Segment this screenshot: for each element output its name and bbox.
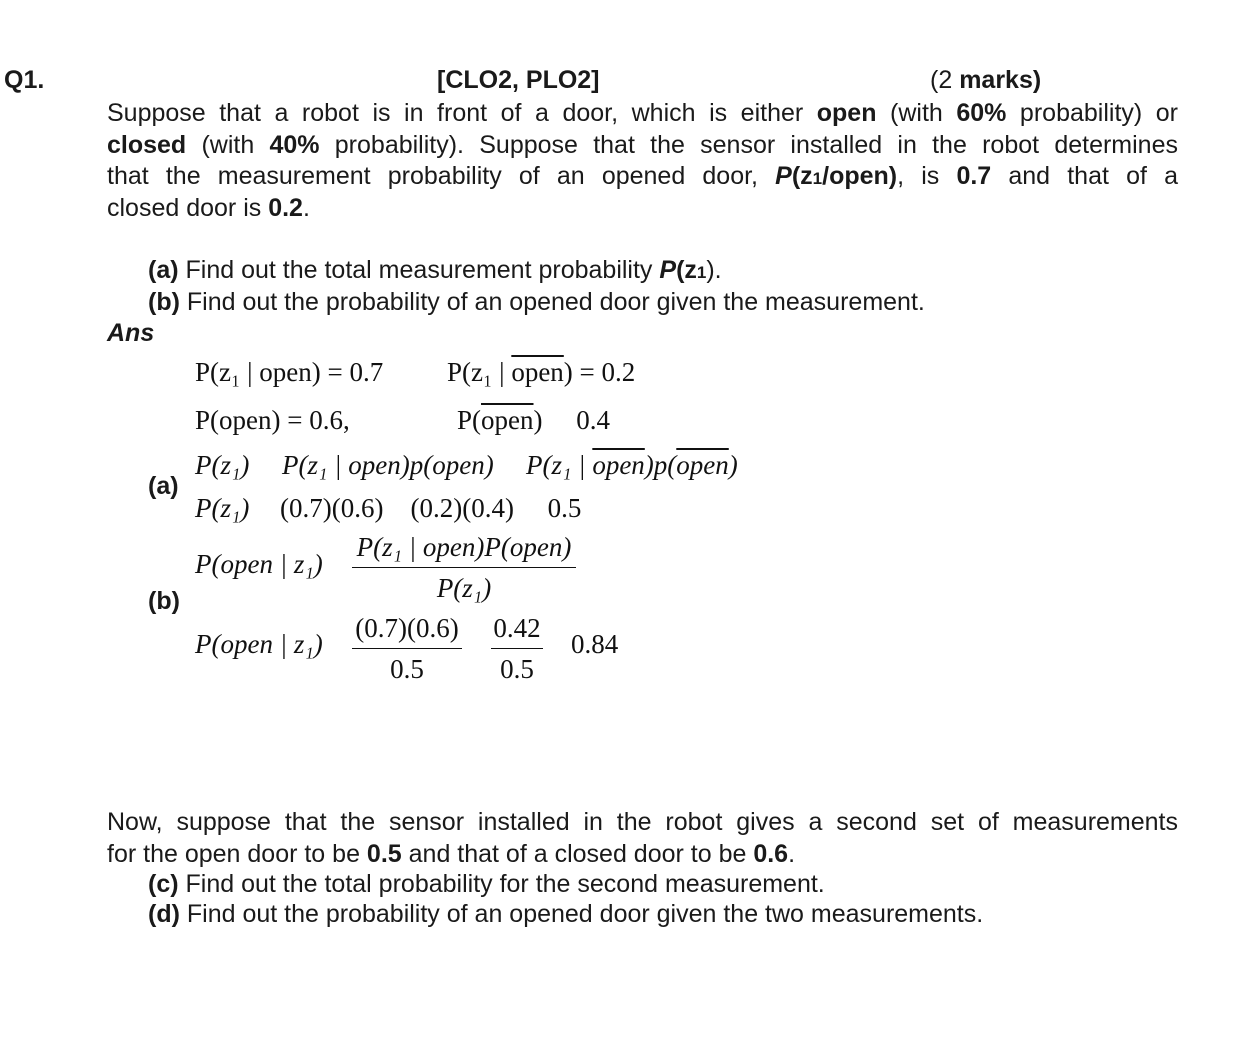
second-paragraph [107,807,1178,870]
intro-paragraph [107,98,1178,224]
eq1-right: P(z₁ | open) = 0.2 [447,357,636,387]
eq6-fraction-2 [491,613,543,685]
question-b: (b) Find out the probability of an opened door given the measurement. [148,288,925,316]
second-line-1: Now, suppose that the sensor installed in the robot gives a second set of measurements [107,808,1178,836]
eq1-left: P(z₁ | open) = 0.7 [195,357,384,387]
fraction-bar [491,648,543,649]
eq6-fraction-1 [352,613,462,685]
eq6-numerator-1: (0.7)(0.6) [355,613,459,643]
fraction-bar [352,567,576,568]
eq6-result: 0.84 [571,629,619,659]
eq5-lhs: P(open | z₁) [195,549,323,579]
intro-line-1: Suppose that a robot is in front of a door, which is either open (with 60% probability) or [107,99,1178,127]
eq6-lhs: P(open | z₁) [195,629,323,659]
marks-bold: marks) [959,66,1042,94]
intro-line-3: that the measurement probability of an opened door, P(z1/open), is 0.7 and that of a [107,162,1178,190]
second-line-2: for the open door to be 0.5 and that of a closed door to be 0.6. [107,839,796,868]
eq4-lhs: P(z₁) [195,493,250,523]
eq3-term1: P(z₁ | open)p(open) [282,450,494,480]
ans-label: Ans [107,319,155,347]
question-a: (a) Find out the total measurement probability P(z1). [148,256,722,284]
eq5-numerator: P(z₁ | open)P(open) [356,532,572,562]
marks-open: (2 [930,66,960,94]
part-a-label: (a) [148,472,179,500]
eq2-left: P(open) = 0.6, [195,405,350,435]
question-d: (d) Find out the probability of an opened door given the two measurements. [148,900,984,928]
eq6-denominator-2: 0.5 [500,654,534,684]
intro-line-2: closed (with 40% probability). Suppose that the sensor installed in the robot determines [107,130,1178,159]
eq3-lhs: P(z₁) [195,450,250,480]
clo-plo-label: [CLO2, PLO2] [437,66,600,94]
question-c: (c) Find out the total probability for the second measurement. [148,870,825,898]
eq4-rhs: (0.7)(0.6) (0.2)(0.4) 0.5 [280,493,582,523]
eq2-right: P(open) 0.4 [457,405,610,435]
marks-label [930,66,1041,95]
eq6-numerator-2: 0.42 [493,613,541,643]
eq5-denominator: P(z₁) [436,573,492,603]
eq5-fraction [352,532,576,604]
eq6-denominator-1: 0.5 [390,654,424,684]
question-number: Q1. [4,66,45,94]
fraction-bar [352,648,462,649]
part-b-label: (b) [148,587,180,615]
intro-line-4: closed door is 0.2. [107,193,310,222]
eq3-term2: P(z₁ | open)p(open) [526,450,738,480]
